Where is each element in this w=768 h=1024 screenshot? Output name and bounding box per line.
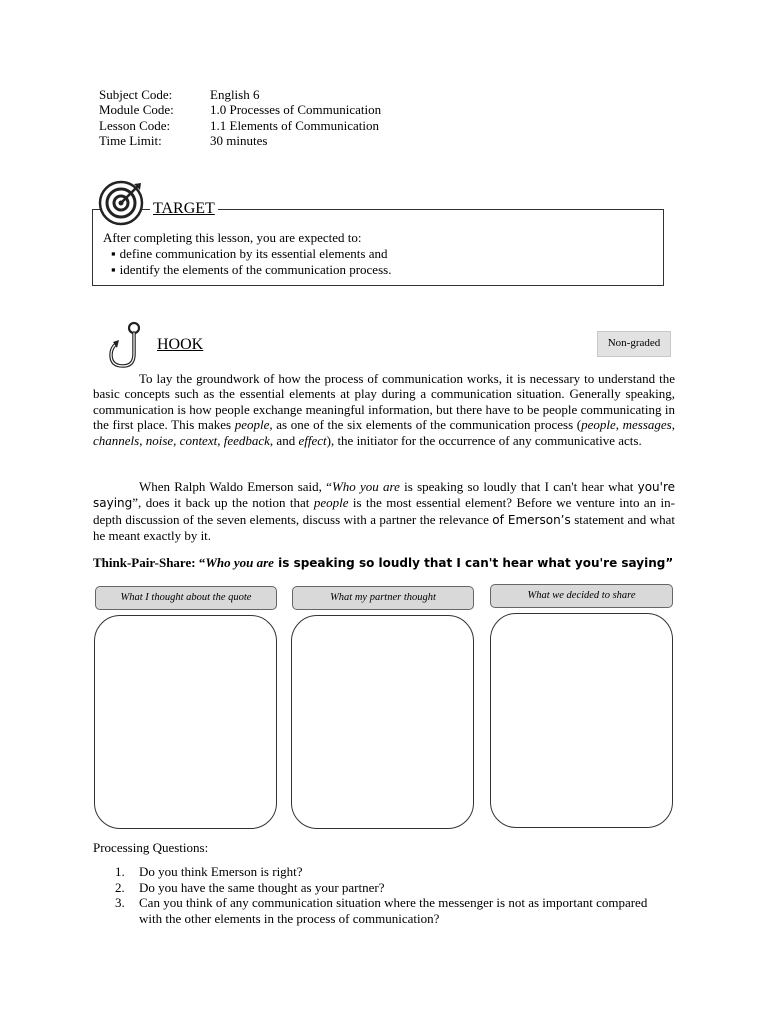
column-label-shared: What we decided to share [490,584,673,608]
list-item: 1. Do you think Emerson is right? [115,864,303,879]
hook-paragraph-2: When Ralph Waldo Emerson said, “Who you are is speaking so loudly that I can't hear what you're saying”, does it back up the notion that people is the most essential element? Before we venture into an in-depth discussion of the seven elements, discuss with a partner the relevance of Emerson’s statement and what he meant exactly by it. [93,479,676,544]
hook-paragraph-1: To lay the groundwork of how the process of communication works, it is necessary to understand the basic concepts such as the essential elements at play during a communication situation. Generally speaking, communication is how people exchange meaningful information, but there have to be people communicating in the first place. This makes people, as one of the six elements of the communication process (people, messages, channels, noise, context, feedback, and effect), the initiator for the occurrence of any communicative acts. [93,371,675,448]
answer-box-my-thought[interactable] [94,615,277,829]
answer-box-partner-thought[interactable] [291,615,474,829]
processing-questions-list [115,864,655,926]
think-pair-share-title: Think-Pair-Share: “Who you are is speaking so loudly that I can't hear what you're saying” [93,555,674,570]
column-label-my-thought: What I thought about the quote [95,586,277,610]
target-box [92,209,664,286]
column-label-partner-thought: What my partner thought [292,586,474,610]
answer-box-shared[interactable] [490,613,673,828]
target-icon [98,180,144,226]
target-bullet: ▪ define communication by its essential elements and [103,246,391,262]
list-item: 3. Can you think of any communication situation where the messenger is not as important compared with the other elements in the process of communication? [115,895,648,926]
non-graded-badge: Non-graded [597,331,671,357]
target-bullet: ▪ identify the elements of the communication process. [103,262,391,278]
processing-questions-title: Processing Questions: [93,840,209,855]
list-item: 2. Do you have the same thought as your partner? [115,879,385,895]
target-intro: After completing this lesson, you are expected to: [103,230,362,245]
target-text [103,230,391,278]
target-title: TARGET [150,200,218,218]
hook-title: HOOK [154,336,206,354]
hook-icon [104,320,150,370]
